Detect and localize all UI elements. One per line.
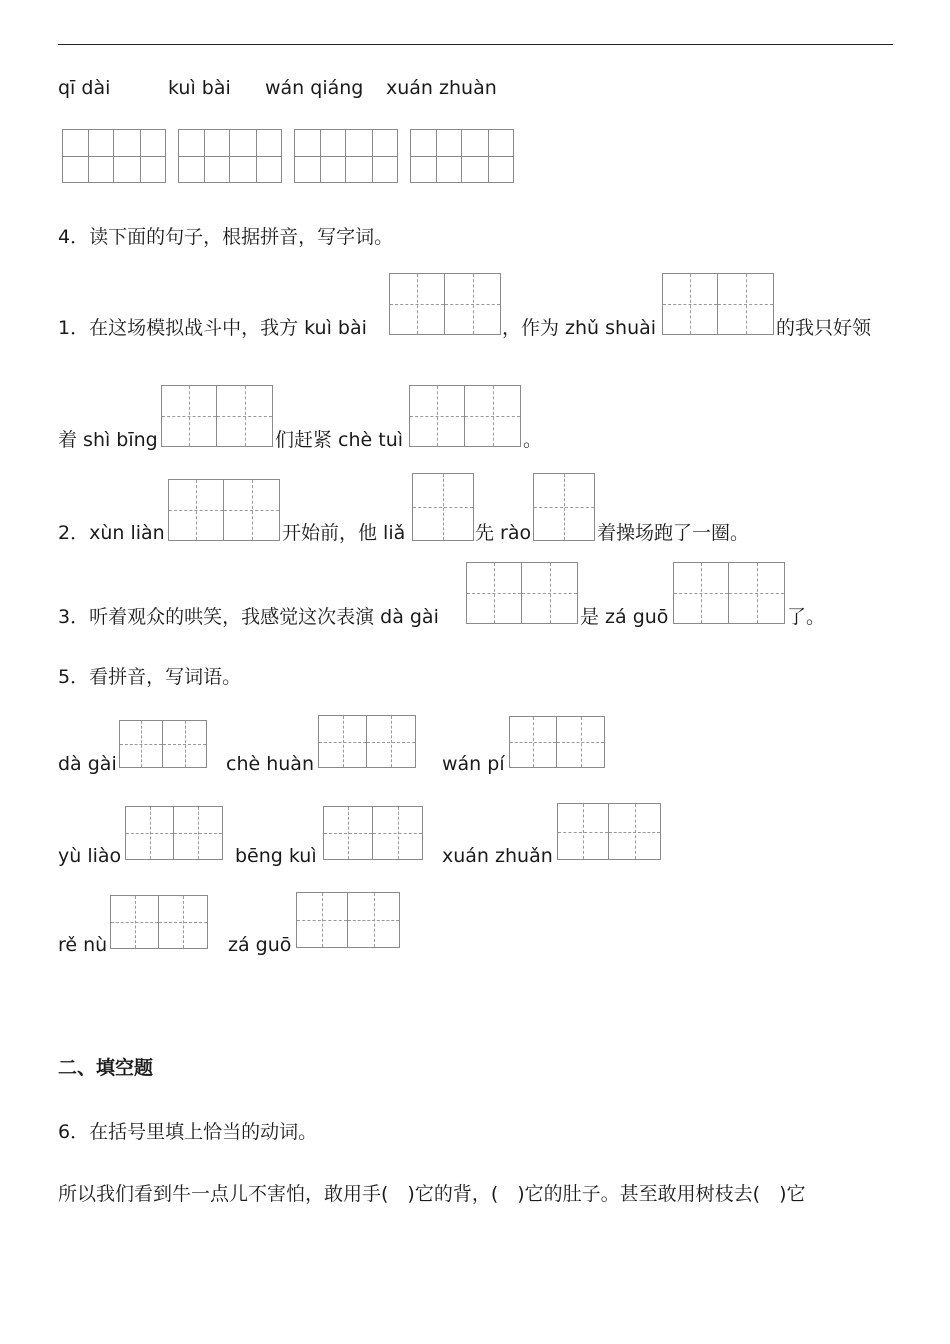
q5-item-xuan-zhuan: xuán zhuǎn (442, 845, 553, 867)
answer-box-q5-yu-liao[interactable] (125, 806, 223, 860)
answer-box-q5-xuan-zhuan[interactable] (557, 803, 661, 860)
q4-s1-part2: ，作为 zhǔ shuài (502, 317, 657, 339)
q5-item-za-guo: zá guō (228, 934, 292, 956)
answer-box-rao[interactable] (533, 473, 595, 541)
q4-s2-part4: 着操场跑了一圈。 (597, 522, 750, 544)
answer-box-shi-bing[interactable] (161, 385, 273, 447)
q4-s1-part6: 。 (523, 429, 543, 451)
answer-box-q5-za-guo[interactable] (296, 892, 400, 948)
q4-s1-part1: 1．在这场模拟战斗中，我方 kuì bài (58, 317, 367, 339)
q5-item-da-gai: dà gài (58, 753, 117, 775)
answer-box-kui-bai[interactable] (178, 129, 282, 183)
answer-box-qi-dai[interactable] (62, 129, 166, 183)
answer-box-xun-lian[interactable] (168, 479, 280, 541)
answer-box-che-tui[interactable] (409, 385, 521, 447)
answer-box-q5-da-gai[interactable] (119, 720, 207, 768)
answer-box-kui-bai-s1[interactable] (389, 273, 501, 335)
q4-s2-part2: 开始前，他 liǎ (282, 522, 406, 544)
answer-box-q5-che-huan[interactable] (318, 715, 416, 768)
q5-item-beng-kui: bēng kuì (235, 845, 317, 867)
q5-item-wan-pi: wán pí (442, 753, 505, 775)
q6-text: 所以我们看到牛一点儿不害怕，敢用手( )它的背，( )它的肚子。甚至敢用树枝去( )它 (58, 1183, 806, 1205)
q4-title: 4．读下面的句子，根据拼音，写字词。 (58, 226, 394, 248)
q4-s3-part1: 3．听着观众的哄笑，我感觉这次表演 dà gài (58, 606, 439, 628)
answer-box-xuan-zhuan[interactable] (410, 129, 514, 183)
answer-box-q5-beng-kui[interactable] (323, 806, 423, 860)
answer-box-za-guo-s3[interactable] (673, 562, 785, 624)
q4-s1-part4: 着 shì bīng (58, 429, 158, 451)
answer-box-zhu-shuai[interactable] (662, 273, 774, 335)
q5-item-re-nu: rě nù (58, 934, 108, 956)
answer-box-wan-qiang[interactable] (294, 129, 398, 183)
q5-item-yu-liao: yù liào (58, 845, 122, 867)
q4-s1-part5: 们赶紧 chè tuì (275, 429, 404, 451)
section-2-title: 二、填空题 (58, 1057, 154, 1079)
q4-s3-part3: 了。 (787, 606, 826, 628)
q5-item-che-huan: chè huàn (226, 753, 314, 775)
top-rule (58, 44, 893, 45)
pinyin-xuan-zhuan: xuán zhuàn (386, 77, 497, 99)
q6-title: 6．在括号里填上恰当的动词。 (58, 1121, 318, 1143)
pinyin-wan-qiang: wán qiáng (265, 77, 364, 99)
q5-title: 5．看拼音，写词语。 (58, 666, 242, 688)
q4-s2-part1: 2．xùn liàn (58, 522, 165, 544)
answer-box-lia[interactable] (412, 473, 474, 541)
q4-s3-part2: 是 zá guō (580, 606, 669, 628)
answer-box-q5-re-nu[interactable] (110, 895, 208, 949)
answer-box-q5-wan-pi[interactable] (509, 716, 605, 768)
q4-s1-part3: 的我只好领 (776, 317, 872, 339)
pinyin-qi-dai: qī dài (58, 77, 111, 99)
answer-box-da-gai-s3[interactable] (466, 562, 578, 624)
pinyin-kui-bai: kuì bài (168, 77, 231, 99)
q4-s2-part3: 先 rào (475, 522, 532, 544)
